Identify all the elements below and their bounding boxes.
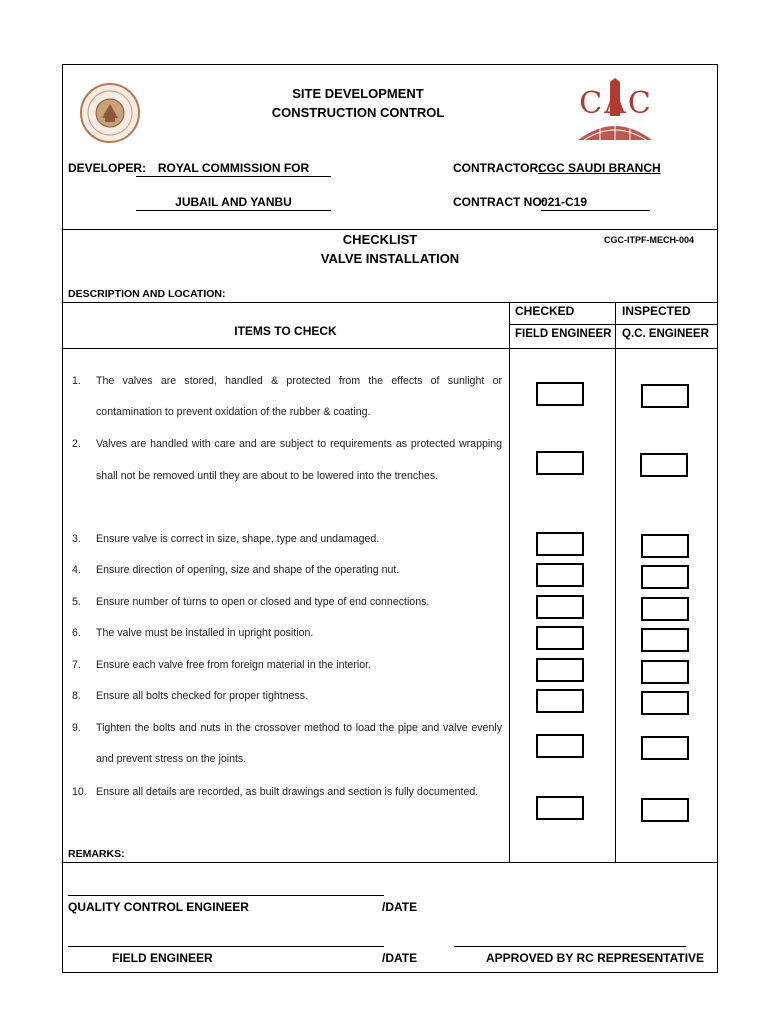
item-text: Ensure all bolts checked for proper tightness. <box>96 690 308 702</box>
column-divider-1 <box>509 302 510 862</box>
field-engineer-checkbox[interactable] <box>536 796 584 820</box>
developer-value-line2: JUBAIL AND YANBU <box>136 195 331 211</box>
item-text: Ensure direction of opening, size and shape of the operating nut. <box>96 564 400 576</box>
item-number: 5. <box>72 596 81 608</box>
qc-date-label: /DATE <box>382 900 418 914</box>
field-engineer-checkbox[interactable] <box>536 595 584 619</box>
qc-engineer-checkbox[interactable] <box>641 691 689 715</box>
item-text: Valves are handled with care and are subject to requirements as protected wrapping shall not be removed until they are about to be lowered into the trenches. <box>96 438 502 482</box>
column-divider-2 <box>615 302 616 862</box>
page-title-line1: SITE DEVELOPMENT <box>292 86 424 101</box>
field-engineer-date-label: /DATE <box>382 951 418 965</box>
item-number: 1. <box>72 375 81 387</box>
item-number: 8. <box>72 690 81 702</box>
table-header-bottom <box>62 348 718 349</box>
description-location-label: DESCRIPTION AND LOCATION: <box>68 288 226 300</box>
royal-commission-seal <box>78 82 142 144</box>
item-number: 7. <box>72 659 81 671</box>
item-text: Ensure each valve free from foreign material in the interior. <box>96 659 371 671</box>
column-header-items: ITEMS TO CHECK <box>234 324 337 338</box>
contract-no-value: 021-C19 <box>541 195 650 211</box>
page-title-line2: CONSTRUCTION CONTROL <box>271 105 445 120</box>
column-header-checked: CHECKED <box>515 304 575 318</box>
qc-engineer-checkbox[interactable] <box>641 628 689 652</box>
qc-engineer-label: QUALITY CONTROL ENGINEER <box>68 900 249 914</box>
column-header-field-engineer: FIELD ENGINEER <box>515 328 612 340</box>
qc-engineer-checkbox[interactable] <box>641 384 689 408</box>
contract-no-label: CONTRACT NO: <box>453 195 546 209</box>
field-engineer-checkbox[interactable] <box>536 689 584 713</box>
field-engineer-label: FIELD ENGINEER <box>112 951 213 965</box>
item-text: Ensure number of turns to open or closed and type of end connections. <box>96 596 430 608</box>
checklist-title: CHECKLIST <box>342 232 418 247</box>
approved-by-label: APPROVED BY RC REPRESENTATIVE <box>486 951 705 965</box>
contractor-label: CONTRACTOR: <box>453 161 543 175</box>
column-header-inspected: INSPECTED <box>622 304 691 318</box>
contractor-logo <box>572 76 658 144</box>
field-engineer-checkbox[interactable] <box>536 626 584 650</box>
item-number: 3. <box>72 533 81 545</box>
field-engineer-checkbox[interactable] <box>536 382 584 406</box>
checklist-item <box>72 437 502 517</box>
qc-engineer-checkbox[interactable] <box>641 565 689 589</box>
field-engineer-checkbox[interactable] <box>536 658 584 682</box>
field-engineer-checkbox[interactable] <box>536 734 584 758</box>
qc-engineer-checkbox[interactable] <box>641 798 689 822</box>
qc-engineer-checkbox[interactable] <box>641 597 689 621</box>
item-text: The valve must be installed in upright position. <box>96 627 314 639</box>
field-engineer-checkbox[interactable] <box>536 532 584 556</box>
item-text: Tighten the bolts and nuts in the crossover method to load the pipe and valve evenly and prevent stress on the joints. <box>96 722 502 765</box>
contractor-value: CGC SAUDI BRANCH <box>538 161 661 175</box>
checklist-item <box>72 374 502 424</box>
qc-engineer-checkbox[interactable] <box>641 534 689 558</box>
header-divider <box>62 229 718 230</box>
item-text: The valves are stored, handled & protected from the effects of sunlight or contamination to prevent oxidation of the rubber & coating. <box>96 375 502 418</box>
developer-label: DEVELOPER: <box>68 161 147 175</box>
qc-engineer-checkbox[interactable] <box>641 736 689 760</box>
form-code: CGC-ITPF-MECH-004 <box>604 235 695 245</box>
item-text: Ensure valve is correct in size, shape, type and undamaged. <box>96 533 380 545</box>
item-number: 6. <box>72 627 81 639</box>
developer-value-line1: ROYAL COMMISSION FOR <box>136 161 331 177</box>
field-engineer-signature-line[interactable] <box>68 946 384 947</box>
field-engineer-checkbox[interactable] <box>536 563 584 587</box>
item-number: 2. <box>72 438 81 450</box>
rc-signature-line[interactable] <box>454 946 686 947</box>
item-number: 9. <box>72 722 81 734</box>
logo-text: CAC <box>579 86 653 121</box>
field-engineer-checkbox[interactable] <box>536 451 584 475</box>
qc-engineer-checkbox[interactable] <box>641 660 689 684</box>
table-top-border <box>62 302 718 303</box>
checklist-item <box>72 721 502 771</box>
qc-signature-line[interactable] <box>68 895 384 896</box>
remarks-label: REMARKS: <box>68 848 125 860</box>
checklist-item <box>72 785 502 835</box>
qc-engineer-checkbox[interactable] <box>640 453 688 477</box>
remarks-divider <box>62 862 718 863</box>
table-subheader-divider <box>509 324 718 325</box>
checklist-subtitle: VALVE INSTALLATION <box>320 251 460 266</box>
item-number: 4. <box>72 564 81 576</box>
column-header-qc-engineer: Q.C. ENGINEER <box>622 328 709 340</box>
item-number: 10. <box>72 786 87 798</box>
item-text: Ensure all details are recorded, as built drawings and section is fully documented. <box>96 786 479 798</box>
